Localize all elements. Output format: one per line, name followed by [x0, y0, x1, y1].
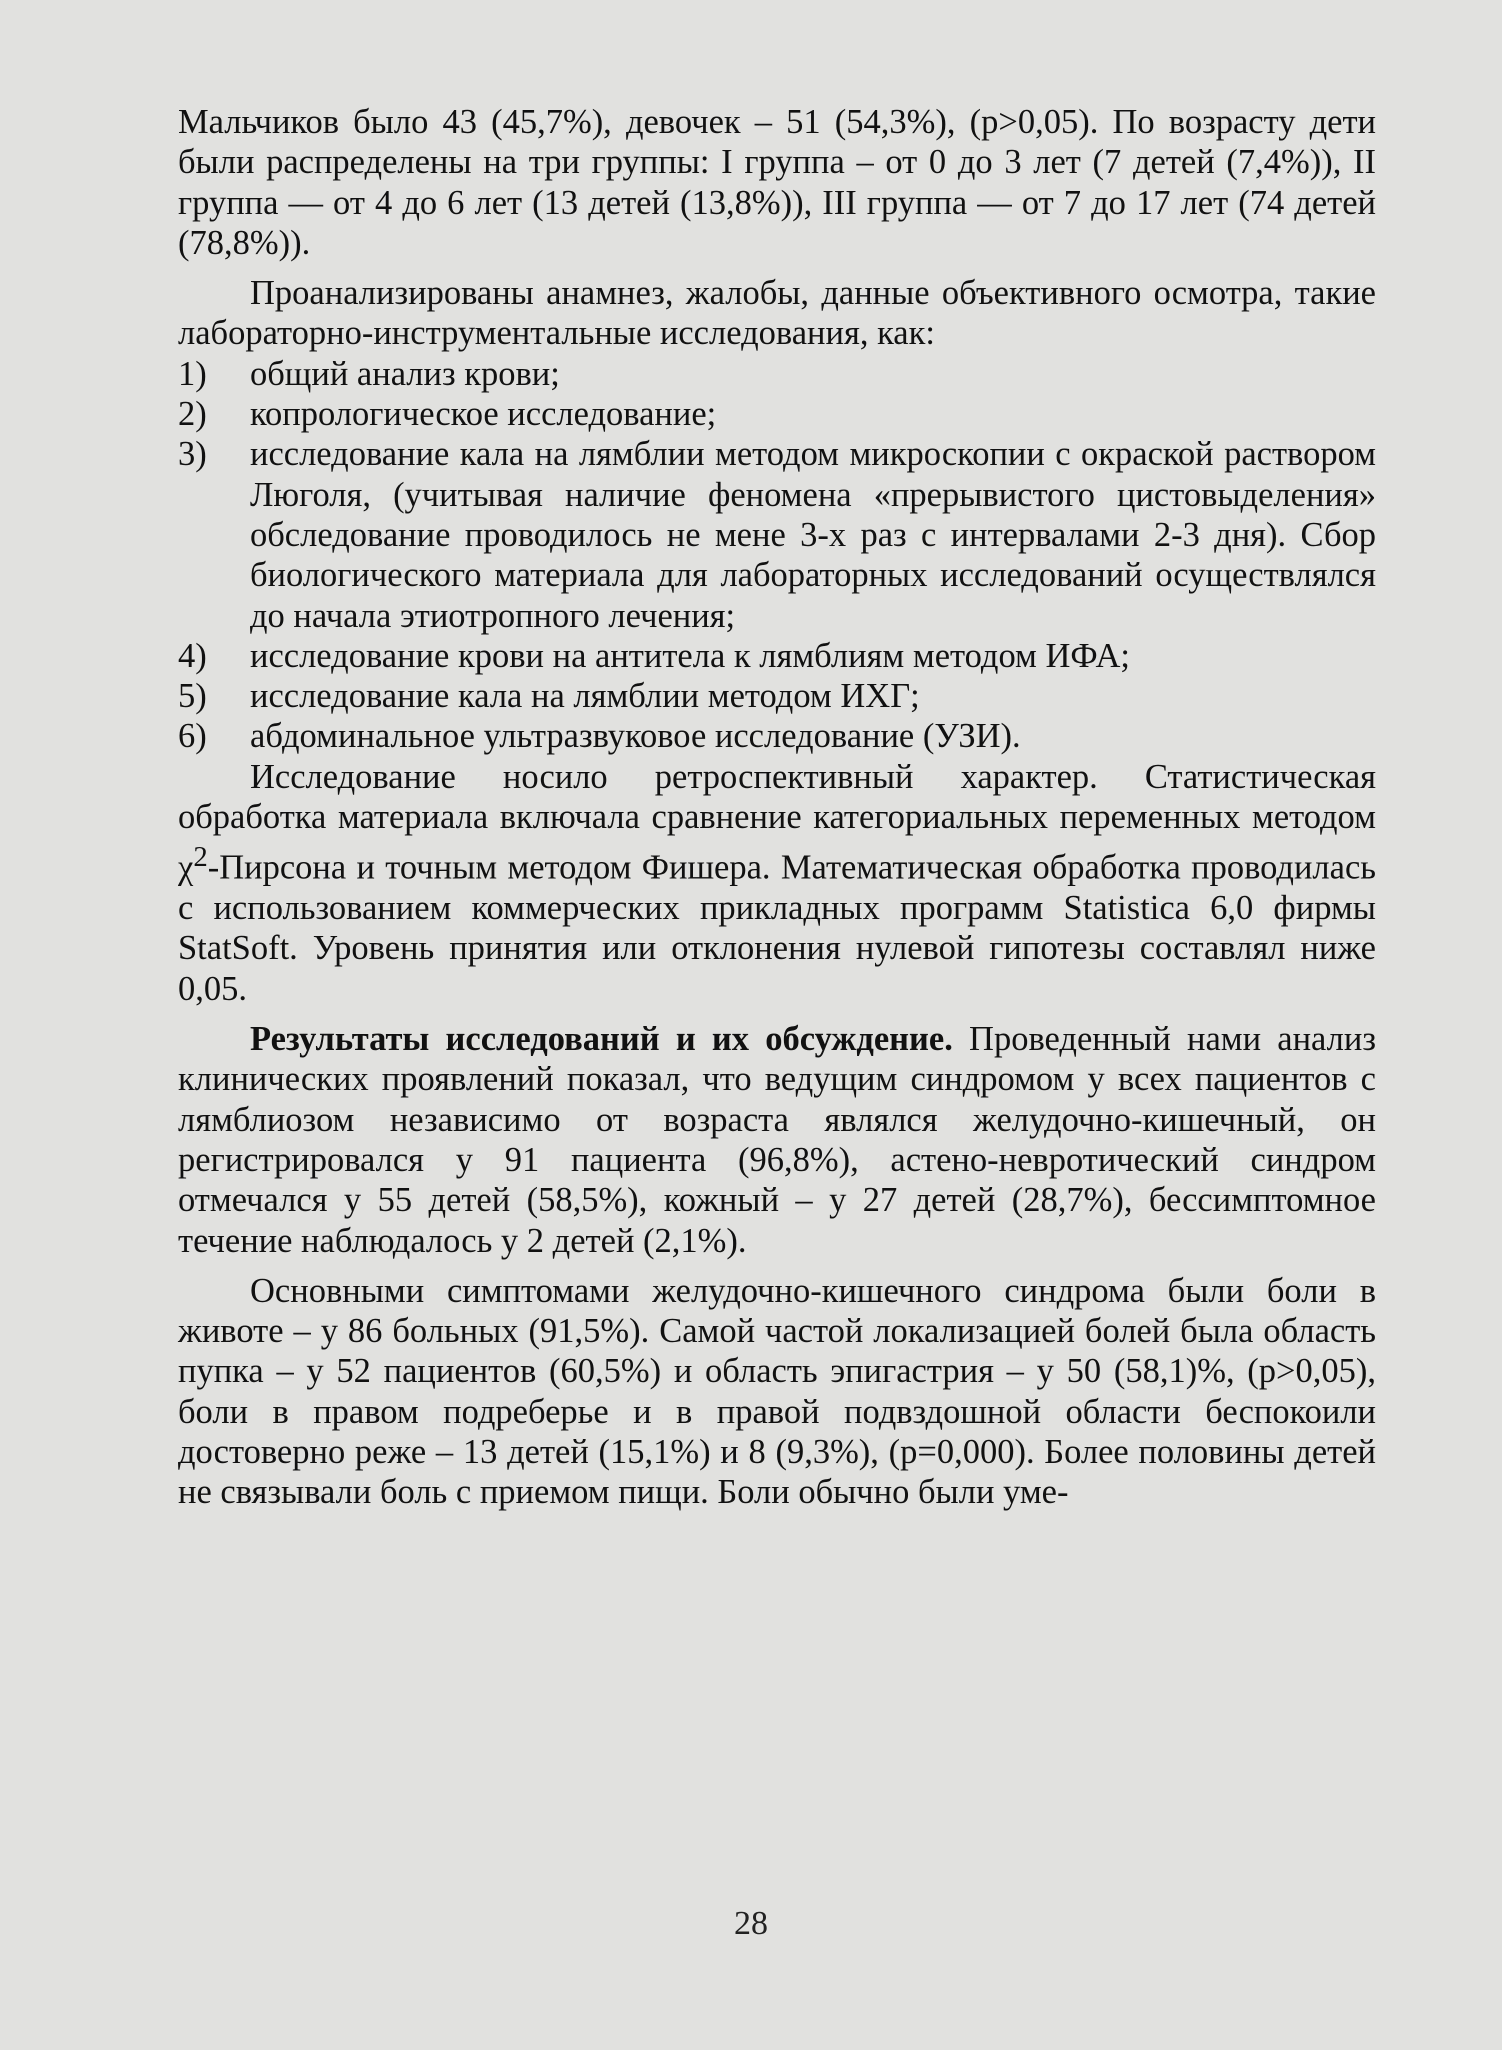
paragraph-methods-intro: Проанализированы анамнез, жалобы, данные объективного осмотра, такие лабораторно-инструментальные исследования, как: [178, 274, 1376, 353]
list-item-text: абдоминальное ультразвуковое исследование (УЗИ). [250, 717, 1021, 756]
list-item-number: 4) [178, 636, 207, 675]
page-number: 28 [734, 1905, 768, 1942]
results-text: Проведенный нами анализ клинических проявлений показал, что ведущим синдромом у всех пациентов с лямблиозом независимо от возраста являлся желудочно-кишечный, он регистрировался у 91 пациента (96,8%), астено-невротический синдром отмечался у 55 детей (58,5%), кожный – у 27 детей (28,7%), бессимптомное течение наблюдалось у 2 детей (2,1%). [178, 1020, 1376, 1260]
methods-list [178, 354, 1376, 757]
list-item-number: 5) [178, 677, 207, 716]
statistics-text-end: -Пирсона и точным методом Фишера. Математическая обработка проводилась с использованием коммерческих прикладных программ Statistica 6,0 фирмы StatSoft. Уровень принятия или отклонения нулевой гипотезы составлял ниже 0,05. [178, 848, 1376, 1008]
paragraph-symptoms: Основными симптомами желудочно-кишечного синдрома были боли в животе – у 86 больных (91,5%). Самой частой локализацией болей была область пупка – у 52 пациентов (60,5%) и область эпигастрия – у 50 (58,1)%, (p>0,05), боли в правом подреберье и в правой подвздошной области беспокоили достоверно реже – 13 детей (15,1%) и 8 (9,3%), (p=0,000). Более половины детей не связывали боль с приемом пищи. Боли обычно были уме- [178, 1271, 1376, 1512]
page-text [178, 102, 1376, 1513]
results-heading: Результаты исследований и их обсуждение. [250, 1020, 953, 1059]
list-item-number: 2) [178, 395, 207, 434]
list-item-text: исследование кала на лямблии методом микроскопии с окраской раствором Люголя, (учитывая наличие феномена «прерывистого цистовыделения» обследование проводилось не мене 3-х раз с интервалами 2-3 дня). Сбор биологического материала для лабораторных исследований осуществлялся до начала этиотропного лечения; [250, 435, 1376, 635]
list-item [178, 354, 1376, 394]
list-item-text: копрологическое исследование; [250, 395, 717, 434]
list-item-number: 1) [178, 354, 207, 393]
paragraph-results [178, 1019, 1376, 1261]
list-item-number: 3) [178, 435, 207, 474]
list-item [178, 394, 1376, 434]
list-item [178, 716, 1376, 756]
list-item-text: исследование крови на антитела к лямблиям методом ИФА; [250, 636, 1131, 675]
list-item [178, 676, 1376, 716]
chi-square-superscript: 2 [193, 841, 208, 874]
list-item-number: 6) [178, 717, 207, 756]
statistics-text-start: Исследование носило ретроспективный характер. Статистическая обработка материала включала сравнение категориальных переменных методом χ [178, 757, 1376, 887]
list-item [178, 434, 1376, 635]
paragraph-statistics [178, 757, 1376, 1009]
list-item [178, 636, 1376, 676]
paragraph-patients: Мальчиков было 43 (45,7%), девочек – 51 (54,3%), (p>0,05). По возрасту дети были распределены на три группы: I группа – от 0 до 3 лет (7 детей (7,4%)), II группа — от 4 до 6 лет (13 детей (13,8%)), III группа — от 7 до 17 лет (74 детей (78,8%)). [178, 103, 1376, 262]
list-item-text: исследование кала на лямблии методом ИХГ; [250, 677, 920, 716]
list-item-text: общий анализ крови; [250, 354, 560, 393]
